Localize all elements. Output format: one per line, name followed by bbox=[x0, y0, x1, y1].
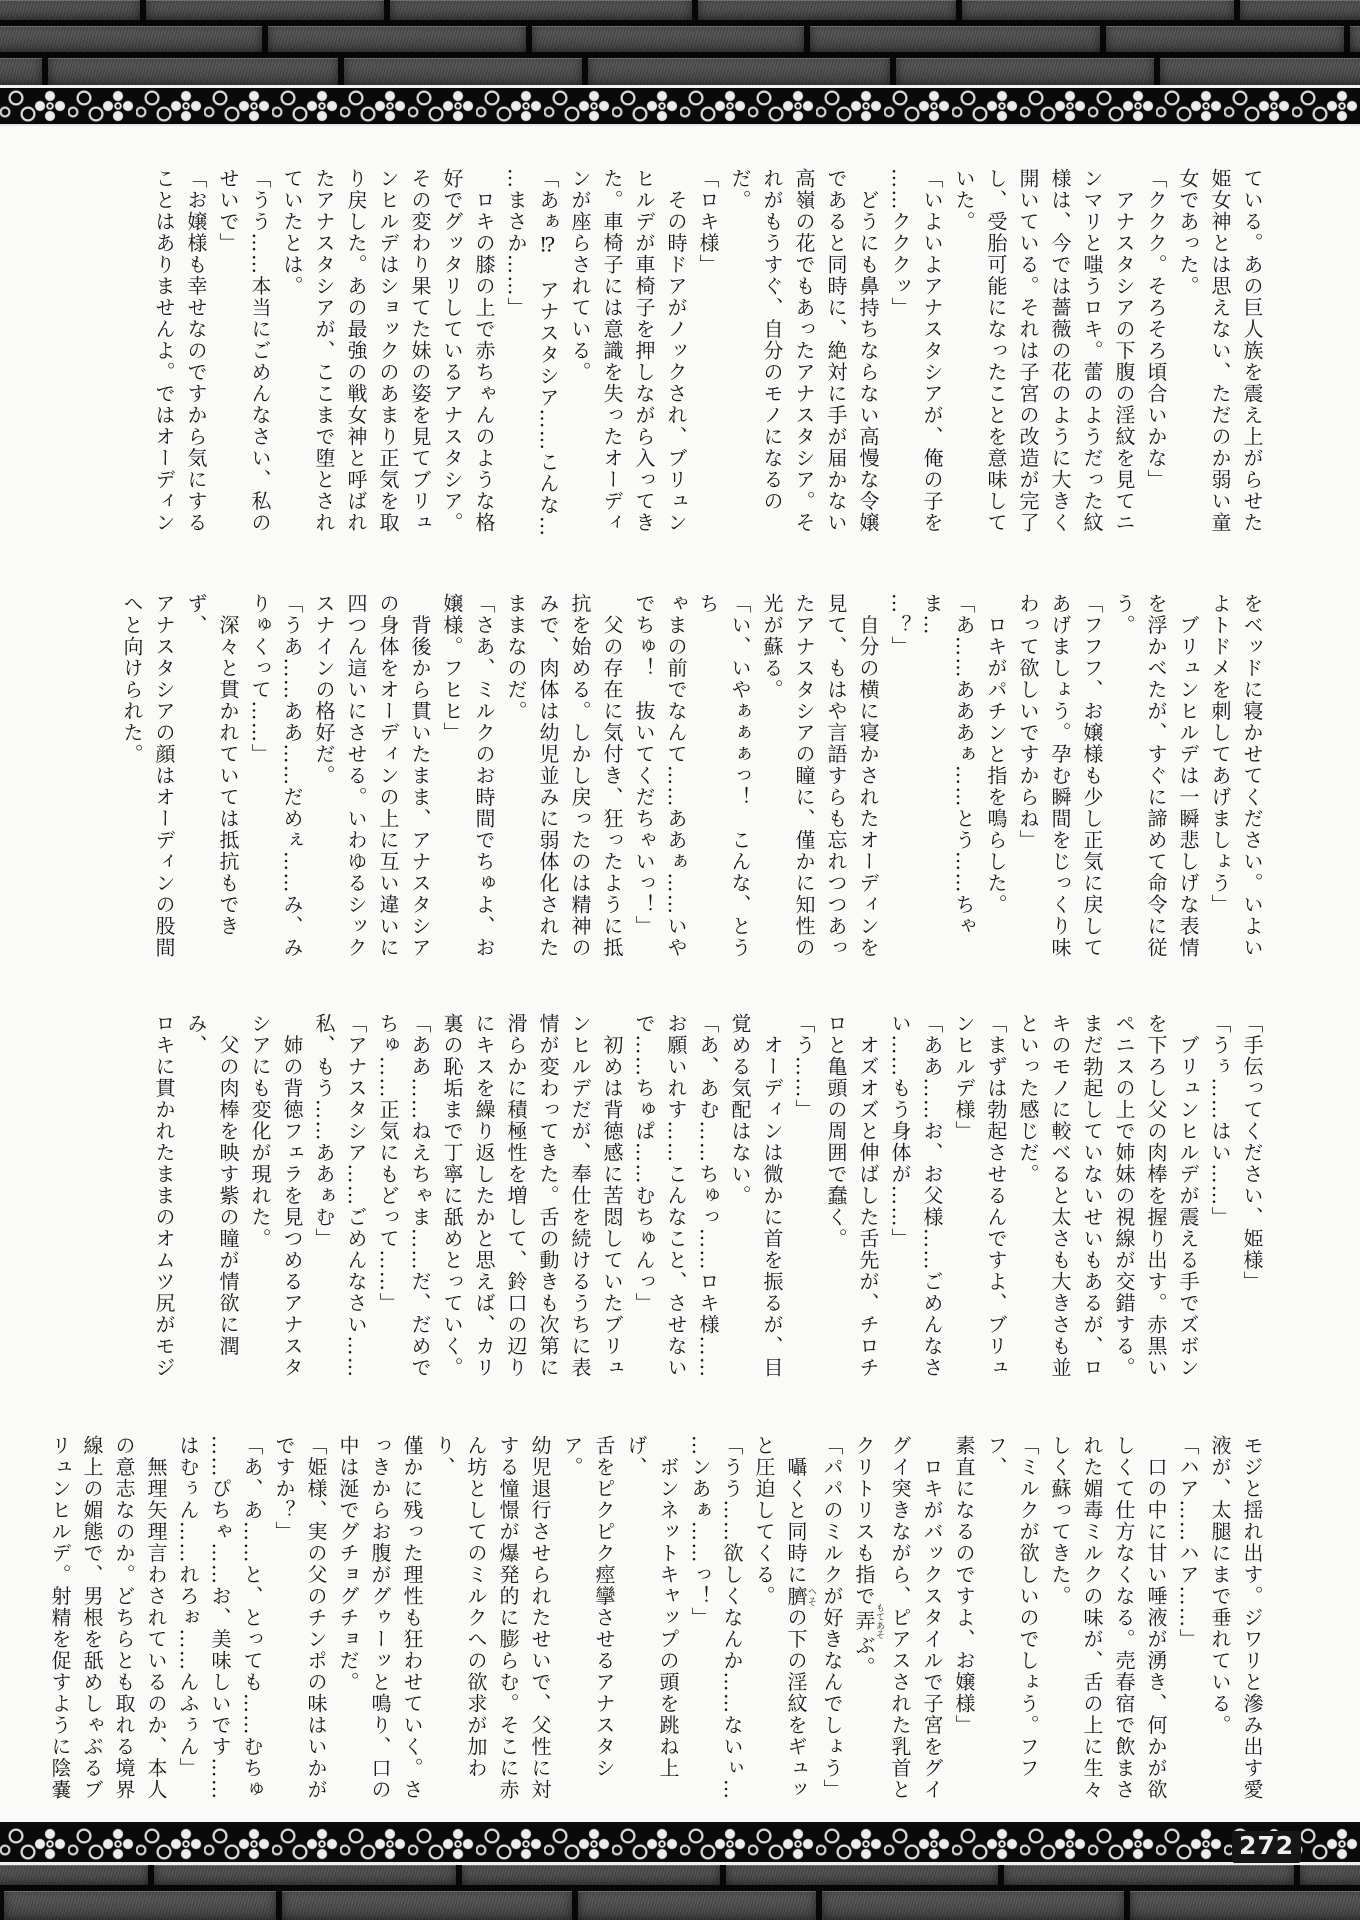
text-column: 「ハア……ハア……」 bbox=[1176, 1435, 1200, 1650]
text-column: 「ミルクが欲しいのでしょう。フフフ、 bbox=[984, 1435, 1040, 1779]
text-column: でちゅ！ 抜いてくだちゃいっ！」 bbox=[632, 593, 656, 937]
text-column: い……もう身体が……」 bbox=[888, 1013, 912, 1250]
text-column: ている。あの巨人族を震え上がらせた bbox=[1240, 168, 1264, 534]
text-column: 「あ……あああぁ……とう……ちゃま… bbox=[920, 593, 976, 937]
flower-vine-border-bottom bbox=[0, 1826, 1360, 1865]
brick bbox=[462, 1865, 720, 1885]
text-column: グイ突きながら、ピアスされた乳首と bbox=[888, 1435, 912, 1801]
brick bbox=[588, 58, 890, 85]
text-column: ままなのだ。 bbox=[504, 593, 528, 722]
text-column: 「姫様、実の父のチンポの味はいかが bbox=[304, 1435, 328, 1801]
text-column: ンヒルデはショックのあまり正気を取 bbox=[376, 168, 400, 534]
text-column: ……クククッ」 bbox=[888, 168, 912, 319]
text-column: たアナスタシアが、ここまで堕とされ bbox=[312, 168, 336, 534]
brick bbox=[1004, 1865, 1294, 1885]
text-column: 無理矢理言わされているのか、本人 bbox=[144, 1435, 168, 1801]
text-column: モジと揺れ出す。ジワリと滲み出す愛 bbox=[1240, 1435, 1264, 1801]
text-column: 様は、今では薔薇の花のように大きく bbox=[1048, 168, 1072, 534]
brick bbox=[726, 1865, 998, 1885]
text-column: 初めは背徳感に苦悶していたブリュ bbox=[600, 1013, 624, 1379]
text-column: せいで」 bbox=[216, 168, 240, 254]
text-column: 「い、いやぁぁぁっ！ こんな、とうち bbox=[696, 593, 752, 959]
text-column: 背後から貫いたまま、アナスタシア bbox=[408, 593, 432, 959]
text-column: アナスタシアの下腹の淫紋を見てニ bbox=[1112, 168, 1136, 534]
text-column: れがもうすぐ、自分のモノになるのだ。 bbox=[728, 168, 784, 512]
text-column: ことはありませんよ。ではオーディン bbox=[152, 168, 176, 534]
flower-vine-border-top bbox=[0, 85, 1360, 126]
brick bbox=[154, 1865, 456, 1885]
text-column: ちゅ……正気にもどって……」 bbox=[376, 1013, 400, 1314]
brick bbox=[390, 0, 692, 20]
text-column: 「あぁ⁉ アナスタシア……こんな… bbox=[536, 168, 560, 538]
text-column: 線上の媚態で、男根を舐めしゃぶるブ bbox=[80, 1435, 104, 1801]
brick bbox=[1106, 26, 1344, 52]
text-column: の身体をオーディンの上に互い違いに bbox=[376, 593, 400, 959]
text-column: ……ぴちゃ……お、美味しいです…… bbox=[208, 1435, 232, 1801]
text-column: た。車椅子には意識を失ったオーディ bbox=[600, 168, 624, 534]
text-column: の意志なのか。どちらとも取れる境界 bbox=[112, 1435, 136, 1801]
text-column: 「あ、あむ……ちゅっ……ロキ様…… bbox=[696, 1013, 720, 1379]
text-column: 裏の恥垢まで丁寧に舐めとっていく。 bbox=[440, 1013, 464, 1379]
text-column: 「フフフ、お嬢様も少し正気に戻して bbox=[1080, 593, 1104, 959]
text-column: ロキがバックスタイルで子宮をグイ bbox=[920, 1435, 944, 1801]
text-column: をベッドに寝かせてください。いよい bbox=[1240, 593, 1264, 959]
text-column: 「う……」 bbox=[792, 1013, 816, 1121]
text-column: ゃまの前でなんて……ああぁ……いや bbox=[664, 593, 688, 959]
brick bbox=[1160, 58, 1360, 85]
text-column: その時ドアがノックされ、ブリュン bbox=[664, 168, 688, 534]
brick-wall-texture-top bbox=[0, 0, 1360, 85]
text-column: その変わり果てた妹の姿を見てブリュ bbox=[408, 168, 432, 534]
text-column: 姉の背徳フェラを見つめるアナスタ bbox=[280, 1013, 304, 1379]
brick bbox=[0, 58, 42, 85]
text-column: 「うぅ……はい……」 bbox=[1208, 1013, 1232, 1228]
text-column: しくて仕方なくなる。売春宿で飲まさ bbox=[1112, 1435, 1136, 1801]
text-column: 抗を始める。しかし戻ったのは精神の bbox=[568, 593, 592, 959]
text-column: にキスを繰り返したかと思えば、カリ bbox=[472, 1013, 496, 1379]
text-column: …ンあぁ……っ！」 bbox=[688, 1435, 712, 1629]
text-block-2 bbox=[116, 593, 1268, 975]
brick bbox=[282, 1891, 572, 1920]
text-column: ンヒルデだが、奉仕を続けるうちに表 bbox=[568, 1013, 592, 1379]
brick bbox=[810, 26, 1100, 52]
text-column: 舌をピクピク痙攣させるアナスタシア。 bbox=[560, 1435, 616, 1779]
text-column: 「ククク。そろそろ頃合いかな」 bbox=[1144, 168, 1168, 491]
text-column: 嬢様。フヒヒ」 bbox=[440, 593, 464, 744]
text-column: 「アナスタシア……ごめんなさい…… bbox=[344, 1013, 368, 1379]
text-column: 「お嬢様も幸せなのですから気にする bbox=[184, 168, 208, 534]
text-column: まだ勃起していないせいもあるが、ロ bbox=[1080, 1013, 1104, 1379]
brick bbox=[0, 0, 140, 20]
text-column: クリトリスも指で弄もてあそぶ。 bbox=[852, 1435, 884, 1678]
brick bbox=[0, 26, 262, 52]
text-column: 姫女神とは思えない、ただのか弱い童 bbox=[1208, 168, 1232, 534]
brick bbox=[822, 1891, 1124, 1920]
brick bbox=[0, 1865, 148, 1885]
text-block-4 bbox=[44, 1435, 1268, 1817]
text-column: へと向けられた。 bbox=[120, 593, 144, 765]
text-column: ブリュンヒルデは一瞬悲しげな表情 bbox=[1176, 593, 1200, 959]
text-column: 父の肉棒を映す紫の瞳が情欲に潤み、 bbox=[184, 1013, 240, 1357]
text-column: 僅かに残った理性も狂わせていく。さ bbox=[400, 1435, 424, 1801]
text-column: 好でグッタリしているアナスタシア。 bbox=[440, 168, 464, 534]
text-column: う。 bbox=[1112, 593, 1136, 636]
text-column: ヒルデが車椅子を押しながら入ってき bbox=[632, 168, 656, 534]
brick bbox=[1300, 1865, 1360, 1885]
text-block-3 bbox=[148, 1013, 1268, 1395]
text-column: 「いよいよアナスタシアが、俺の子を bbox=[920, 168, 944, 534]
brick bbox=[1240, 0, 1360, 20]
brick-wall-texture-bottom bbox=[0, 1865, 1360, 1920]
text-column: ロキがパチンと指を鳴らした。 bbox=[984, 593, 1008, 916]
text-column: ンが座らされている。 bbox=[568, 168, 592, 383]
text-column: 「ロキ様」 bbox=[696, 168, 720, 276]
text-column: 「うう……本当にごめんなさい、私の bbox=[248, 168, 272, 534]
text-column: り戻した。あの最強の戦女神と呼ばれ bbox=[344, 168, 368, 534]
text-column: ペニスの上で姉妹の視線が交錯する。 bbox=[1112, 1013, 1136, 1379]
text-column: を浮かべたが、すぐに諦めて命令に従 bbox=[1144, 593, 1168, 959]
text-column: 囁くと同時に臍へその下の淫紋をギュッ bbox=[784, 1435, 816, 1801]
brick bbox=[962, 0, 1234, 20]
text-column: ンヒルデ様」 bbox=[952, 1013, 976, 1142]
text-column: どうにも鼻持ちならない高慢な令嬢 bbox=[856, 168, 880, 534]
text-column: ロキの膝の上で赤ちゃんのような格 bbox=[472, 168, 496, 534]
text-column: しく蘇ってきた。 bbox=[1048, 1435, 1072, 1607]
brick bbox=[532, 26, 804, 52]
text-column: であると同時に、絶対に手が届かない bbox=[824, 168, 848, 534]
brick bbox=[578, 1891, 816, 1920]
text-column: 素直になるのですよ、お嬢様」 bbox=[952, 1435, 976, 1736]
brick bbox=[4, 1891, 276, 1920]
text-column: 幼児退行させられたせいで、父性に対 bbox=[528, 1435, 552, 1801]
text-column: を下ろし父の肉棒を握り出す。赤黒い bbox=[1144, 1013, 1168, 1379]
text-column: 「あ、あ……と、とっても……むちゅ bbox=[240, 1435, 264, 1801]
brick bbox=[344, 58, 582, 85]
text-column: 私、もう……ああぁむ」 bbox=[312, 1013, 336, 1250]
text-column: 滑らかに積極性を増して、鈴口の辺り bbox=[504, 1013, 528, 1379]
text-column: 高嶺の花でもあったアナスタシア。そ bbox=[792, 168, 816, 534]
text-column: 女であった。 bbox=[1176, 168, 1200, 297]
text-column: 光が蘇る。 bbox=[760, 593, 784, 701]
page-number: 272 bbox=[1232, 1831, 1301, 1863]
text-column: し、受胎可能になったことを意味して bbox=[984, 168, 1008, 534]
text-column: ていたとは。 bbox=[280, 168, 304, 297]
text-column: 液が、太腿にまで垂れている。 bbox=[1208, 1435, 1232, 1736]
text-column: 開いている。それは子宮の改造が完了 bbox=[1016, 168, 1040, 534]
text-column: 四つん這いにさせる。いわゆるシック bbox=[344, 593, 368, 959]
text-column: 「うあ……ああ……だめぇ……み、み bbox=[280, 593, 304, 959]
brick bbox=[48, 58, 338, 85]
text-column: みで、肉体は幼児並みに弱体化された bbox=[536, 593, 560, 959]
text-column: 深々と貫かれていては抵抗もできず、 bbox=[184, 593, 240, 937]
text-column: 見て、もはや言語すらも忘れつつあっ bbox=[824, 593, 848, 959]
brick bbox=[146, 0, 384, 20]
text-column: する憧憬が爆発的に膨らむ。そこに赤 bbox=[496, 1435, 520, 1801]
text-column: よトドメを刺してあげましょう」 bbox=[1208, 593, 1232, 916]
text-column: ん坊としてのミルクへの欲求が加わり、 bbox=[432, 1435, 488, 1779]
text-column: 自分の横に寝かされたオーディンを bbox=[856, 593, 880, 959]
text-column: はむぅん……れろぉ……んふぅん」 bbox=[176, 1435, 200, 1779]
brick bbox=[268, 26, 526, 52]
text-column: 口の中に甘い唾液が湧き、何かが欲 bbox=[1144, 1435, 1168, 1801]
text-column: たアナスタシアの瞳に、僅かに知性の bbox=[792, 593, 816, 959]
text-column: 中は涎でグチョグチョだ。 bbox=[336, 1435, 360, 1693]
text-column: 覚める気配はない。 bbox=[728, 1013, 752, 1207]
text-column: ンマリと嗤うロキ。蕾のようだった紋 bbox=[1080, 168, 1104, 534]
text-column: 情が変わってきた。舌の動きも次第に bbox=[536, 1013, 560, 1379]
text-column: ですか？」 bbox=[272, 1435, 296, 1543]
text-column: 「ああ……ねえちゃま……だ、だめで bbox=[408, 1013, 432, 1379]
text-column: 「さあ、ミルクのお時間でちゅよ、お bbox=[472, 593, 496, 959]
text-column: わって欲しいですからね」 bbox=[1016, 593, 1040, 851]
text-column: 「パパのミルクが好きなんでしょう」 bbox=[820, 1435, 844, 1801]
text-column: リュンヒルデ。射精を促すように陰嚢 bbox=[48, 1435, 72, 1801]
text-column: いた。 bbox=[952, 168, 976, 233]
text-column: お願いれす……こんなこと、させない bbox=[664, 1013, 688, 1379]
text-column: オーディンは微かに首を振るが、目 bbox=[760, 1013, 784, 1379]
text-column: っきからお腹がグゥーッと鳴り、口の bbox=[368, 1435, 392, 1801]
text-column: 「まずは勃起させるんですよ、ブリュ bbox=[984, 1013, 1008, 1379]
text-column: りゅくって……」 bbox=[248, 593, 272, 765]
text-column: 「うう……欲しくなんか……ないぃ… bbox=[720, 1435, 744, 1801]
text-column: アナスタシアの顔はオーディンの股間 bbox=[152, 593, 176, 959]
brick bbox=[1350, 26, 1360, 52]
text-column: キのモノに較べると太さも大きさも並 bbox=[1048, 1013, 1072, 1379]
text-column: といった感じだ。 bbox=[1016, 1013, 1040, 1185]
text-column: ブリュンヒルデが震える手でズボン bbox=[1176, 1013, 1200, 1379]
text-column: ボンネットキャップの頭を跳ね上げ、 bbox=[624, 1435, 680, 1779]
text-column: ロと亀頭の周囲で蠢く。 bbox=[824, 1013, 848, 1250]
text-column: 父の存在に気付き、狂ったように抵 bbox=[600, 593, 624, 959]
text-column: で……ちゅぱ……むちゅんっ」 bbox=[632, 1013, 656, 1314]
text-column: …まさか……」 bbox=[504, 168, 528, 319]
brick bbox=[1130, 1891, 1360, 1920]
text-block-1 bbox=[148, 168, 1268, 550]
text-column: ロキに貫かれたままのオムツ尻がモジ bbox=[152, 1013, 176, 1379]
text-column: あげましょう。孕む瞬間をじっくり味 bbox=[1048, 593, 1072, 959]
brick bbox=[698, 0, 956, 20]
text-column: スナインの格好だ。 bbox=[312, 593, 336, 787]
brick bbox=[896, 58, 1154, 85]
text-column: 「ああ……お、お父様……ごめんなさ bbox=[920, 1013, 944, 1379]
text-column: シアにも変化が現れた。 bbox=[248, 1013, 272, 1250]
text-column: オズオズと伸ばした舌先が、チロチ bbox=[856, 1013, 880, 1379]
text-column: …？」 bbox=[888, 593, 912, 658]
text-column: と圧迫してくる。 bbox=[752, 1435, 776, 1607]
text-column: れた媚毒ミルクの味が、舌の上に生々 bbox=[1080, 1435, 1104, 1801]
text-column: 「手伝ってください、姫様」 bbox=[1240, 1013, 1264, 1293]
